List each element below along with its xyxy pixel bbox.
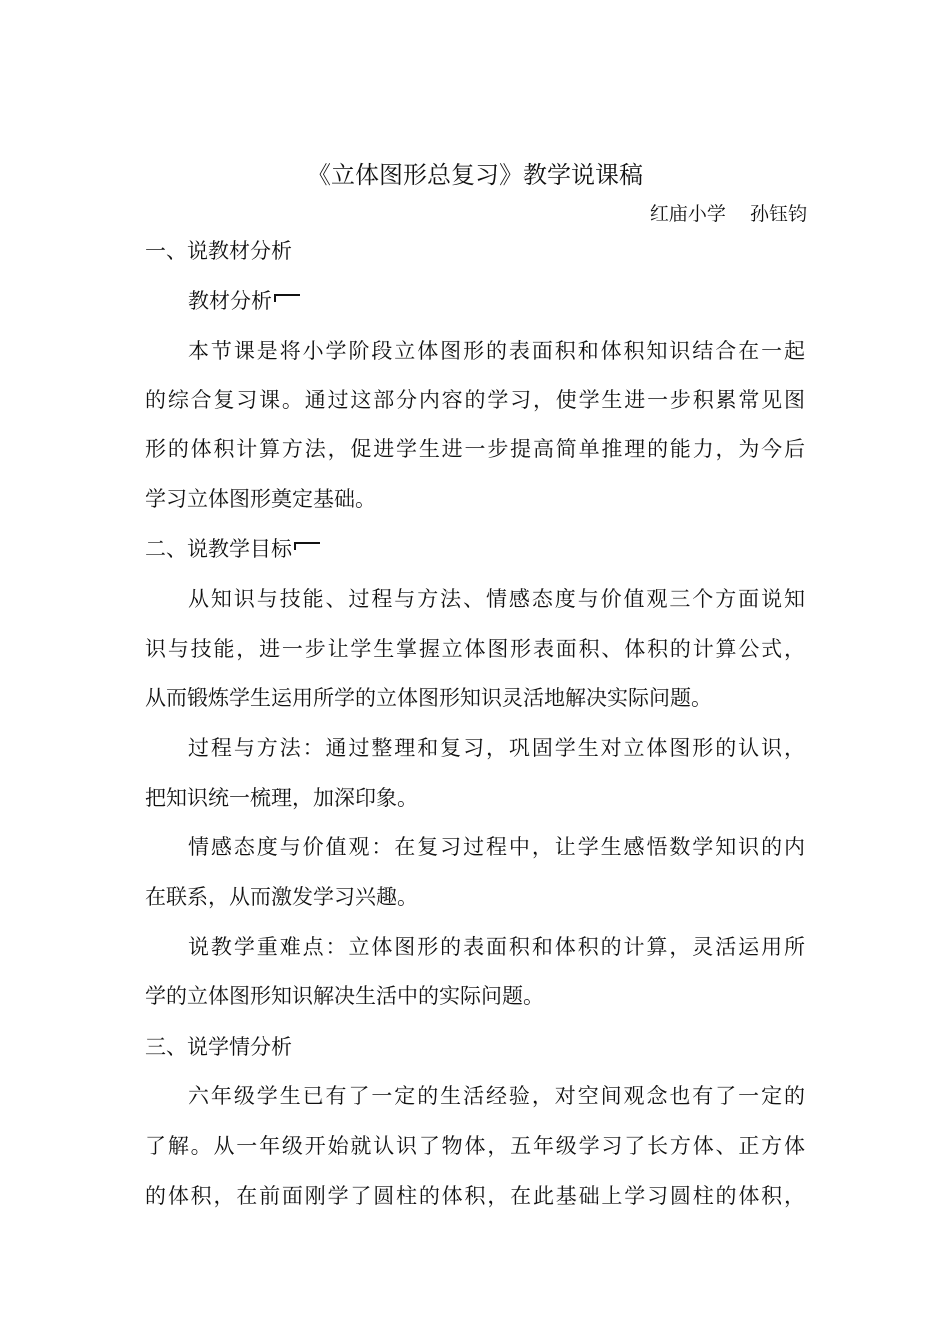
document-title: 《立体图形总复习》教学说课稿 (307, 161, 643, 189)
paragraph-line: 识与技能，进一步让学生掌握立体图形表面积、体积的计算公式， (145, 637, 805, 661)
paragraph-line: 说教学重难点：立体图形的表面积和体积的计算，灵活运用所 (188, 935, 805, 959)
paragraph-line: 了解。从一年级开始就认识了物体，五年级学习了长方体、正方体 (145, 1134, 805, 1158)
section-heading: 一、说教材分析 (145, 239, 292, 263)
author-line: 红庙小学 孙钰钧 (649, 203, 807, 225)
paragraph-line: 从知识与技能、过程与方法、情感态度与价值观三个方面说知 (188, 587, 805, 611)
paragraph-line: 本节课是将小学阶段立体图形的表面积和体积知识结合在一起 (188, 339, 805, 363)
paragraph-line: 六年级学生已有了一定的生活经验，对空间观念也有了一定的 (188, 1084, 805, 1108)
correction-mark (294, 542, 320, 550)
correction-mark (274, 294, 300, 302)
paragraph-line: 把知识统一梳理，加深印象。 (145, 786, 418, 810)
subheading-text: 教材分析 (188, 289, 272, 313)
section-heading-text: 二、说教学目标 (145, 537, 292, 561)
paragraph-line: 学的立体图形知识解决生活中的实际问题。 (145, 984, 544, 1008)
paragraph-line: 在联系，从而激发学习兴趣。 (145, 885, 418, 909)
paragraph-line: 的综合复习课。通过这部分内容的学习，使学生进一步积累常见图 (145, 388, 805, 412)
paragraph-line: 从而锻炼学生运用所学的立体图形知识灵活地解决实际问题。 (145, 686, 712, 710)
paragraph-line: 形的体积计算方法，促进学生进一步提高简单推理的能力，为今后 (145, 437, 805, 461)
paragraph-line: 学习立体图形奠定基础。 (145, 487, 376, 511)
subheading (188, 286, 805, 316)
section-heading: 三、说学情分析 (145, 1035, 292, 1059)
paragraph-line: 过程与方法：通过整理和复习，巩固学生对立体图形的认识， (188, 736, 805, 760)
paragraph-line: 情感态度与价值观：在复习过程中，让学生感悟数学知识的内 (188, 835, 805, 859)
section-heading (145, 534, 805, 564)
paragraph-line: 的体积，在前面刚学了圆柱的体积，在此基础上学习圆柱的体积， (145, 1184, 805, 1208)
